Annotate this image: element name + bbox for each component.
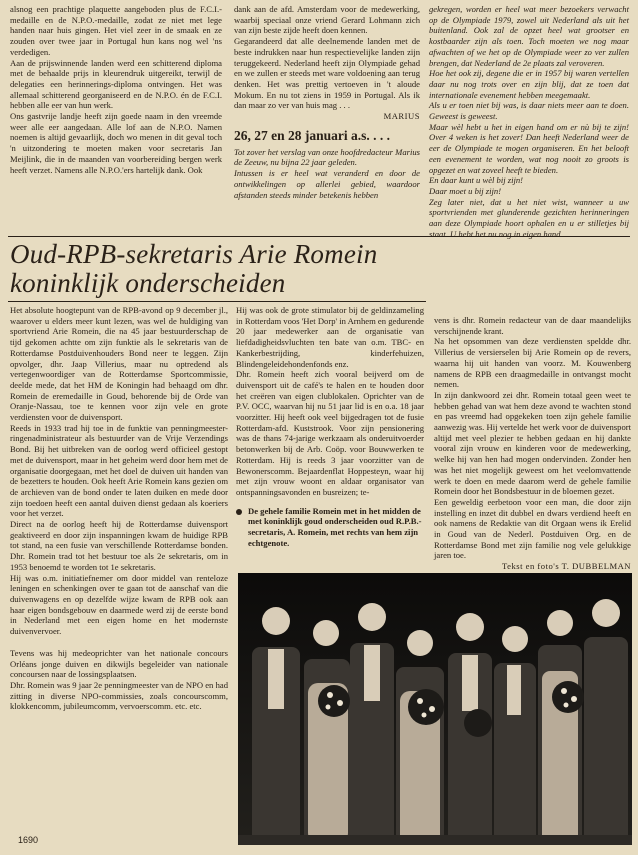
paragraph: Tevens was hij medeoprichter van het nationale concours Orléans jonge duiven en dikwijls begeleider van nationale concoursen naar de lossingsplaatsen. xyxy=(10,647,228,680)
italic-paragraph: Als u er toen niet bij was, is daar niets meer aan te doen. Geweest is geweest. xyxy=(429,100,629,122)
column-3-olympiade-outlook xyxy=(429,4,629,239)
section-divider-top xyxy=(8,236,630,237)
paragraph: Het absolute hoogtepunt van de RPB-avond op 9 december jl., waarover u elders meer kunt lezen, was wel de huldiging van sportvriend Arie Romein, die na 45 jaar bestuurderschap de tijd gekomen achtte om zijn funktie als le sekretaris van de Rotterdamse Postduivenhouders Bond neer te leggen. Zijn opvolger, dhr. Jaap Villerius, maar nu optredend als vertegenwoordiger van de Rotterdamse Sportcommissie, deelde mede, dat het HM de Koningin had behaagd om dhr. Romein de eremedaille in Goud, behorende bij de Orde van Oranje-Nassau, toe te kennen voor zijn vele en grote verdiensten voor de duivensport. xyxy=(10,305,228,423)
article-column-2 xyxy=(236,305,424,548)
paragraph: Reeds in 1933 trad hij toe in de funktie van penningmeester-ringenadministrateur als bestuurder van de Vrije Verzendings Bond. Bij het uitbreken van de oorlog werd officieel gestopt met de duivensport, maar in het geheim werd door hem met de organisatie doorgegaan, met het doel de duiven uit handen van de bezetters te houden. Ook heeft Arie Romein kans gezien om de archieven van de bond onder te laten duiken en mede door zijn toedoen heeft een aantal duiven dienst gedaan als koeriers voor het verzet. xyxy=(10,422,228,519)
paragraph: Direct na de oorlog heeft hij de Rotterdamse duivensport geaktiveerd en door zijn inspanningen kwam de huidige RPB tot stand, na een fusie van verschillende Rotterdamse bonden. Dhr. Romein trad tot het bestuur toe als 2e sekretaris, om in 1953 benoemd te worden tot 1e sekretaris. xyxy=(10,519,228,572)
article-headline: Oud-RPB-sekretaris Arie Romein koninklijk onderscheiden xyxy=(10,239,378,298)
italic-paragraph: Intussen is er heel wat veranderd en door de ontwikkelingen op allerlei gebied, waardoor afstanden steeds minder betekenis hebben xyxy=(234,168,420,200)
family-photo-illustration xyxy=(238,573,632,845)
paragraph: Na het opsommen van deze verdiensten speldde dhr. Villerius de versierselen bij Arie Romein op de revers, waarna hij uit handen van voorz. M. Kouwenberg namens de RPB een draagmedaille in ontvangst mocht nemen. xyxy=(434,336,631,390)
paragraph: alsnog een prachtige plaquette aangeboden plus de F.C.I.-medaille en de N.P.O.-medaille, zodat ze niet met lege handen naar huis gingen. Het viel zeer in de smaak en ze zouden over twee jaar in Portugal hun kans nog wel 'ns verdedigen. xyxy=(10,4,222,57)
paragraph: Aan de prijswinnende landen werd een schitterend diploma met de behaalde prijs in kleurendruk uitgereikt, terwijl de delegaties een herinnerings-diploma ontvingen. Het was allemaal schitterend georganiseerd en de N.P.O. én de F.C.I. hebben alle eer van hun werk. xyxy=(10,57,222,111)
paragraph: Ons gastvrije landje heeft zijn goede naam in den vreemde weer alle eer aangedaan. Alle lof aan de N.P.O. Namen noemen is altijd gevaarlijk, doch wo menen in dit geval toch 'n uitzondering te moeten maken voor secretaris Jan Meijlink, die in de maanden van voorbereiding bergen werk heeft verzet. Namens alle N.P.O.'ers hartelijk dank. Ook xyxy=(10,111,222,175)
author-signature: MARIUS xyxy=(383,111,420,122)
page-number: 1690 xyxy=(18,835,39,845)
bullet-icon xyxy=(236,509,242,515)
italic-paragraph: Zeg later niet, dat u het niet wist, wanneer u uw sportvrienden met glunderende gezichten herinneringen aan deze Olympiade hoort ophalen en u er stilletjes bij staat. U hebt het nu nog in eigen hand . . . xyxy=(429,196,629,239)
family-photo xyxy=(238,573,632,845)
italic-paragraph: gekregen, worden er heel wat meer bezoekers verwacht op de Olympiade 1979, zowel uit Nederland als uit het buitenland. Ook zal de opzet heel wat grootser en kostbaarder zijn als toen. Toch moeten we nog maar afwachten of we het op de Olympiade weer zo ver zullen brengen, dat Nederland de 2e plaats zal veroveren. xyxy=(429,4,629,68)
italic-paragraph: Daar moet u bij zijn! xyxy=(429,185,502,196)
paragraph: Dhr. Romein was 9 jaar 2e penningmeester van de NPO en had zitting in diverse NPO-commissies, zoals concourscomm, klokkencomm, jubileumcomm, vervoerscomm. etc. etc. xyxy=(10,679,228,712)
paragraph: Een geweldig eerbetoon voor een man, die door zijn instelling en inzet dit dubbel en dwars verdiend heeft en ook namens de Redaktie van dit Orgaan wens ik Erelid in Goud van de Nederl. Postduiven Org. en de Rotterdamse Bond met zijn familie nog vele gelukkige jaren toe. xyxy=(434,496,631,561)
paragraph: vens is dhr. Romein redacteur van de daar maandelijks verschijnende krant. xyxy=(434,315,631,336)
paragraph: Hij was ook de grote stimulator bij de geldinzameling in Rotterdam voos 'Het Dorp' in Arnhem en gedurende 20 jaar medewerker aan de organisatie van liefdadigheidsvluchten ten bate van o.m. TBC- en Kankerbestrijding, kinderfehuizen, Blindengeleidehondenfonds enz. xyxy=(236,305,424,369)
paragraph: Gegarandeerd dat alle deelnemende landen met de beste indrukken naar hun respectievelijke landen zijn teruggekeerd. Nederland heeft zijn Olympiade gehad en we zullen er steeds met ware voldoening aan terug denken. Het was prettig vertoeven in 't aloude Mokum. En nu tot ziens in 1959 in Portugal. Als ik dan maar zo ver van huis mag . . . xyxy=(234,36,420,111)
paragraph: Dhr. Romein heeft zich vooral beijverd om de duivensport uit de café's te halen en te houden door het creëren van eigen clublokalen. Oprichter van de P.V. OCC, waarvan hij nu 51 jaar lid is en o.a. 18 jaar voorzitter. Hij heeft ook veel bijgedragen tot de fusie Rotterdam-afd. Kuststrook. Voor zijn pensionering was de thans 74-jarige werkzaam als onderuitvoerder betonwerken bij de Arb. Coöp. voor Bouwwerken te Rotterdam. Hij is reeds 3 jaar voorzitter van de Bewonerscomm. Bejaardenflat Hoppesteyn, waar hij met zijn vrouw woont en aldaar organisator van ontspanningsavonden en busreizen; te- xyxy=(236,369,424,497)
column-2-olympiade-report xyxy=(234,4,420,200)
photo-caption-text: De gehele familie Romein met in het midden de met koninklijk goud onderscheiden oud R.P.B.-secretaris, A. Romein, met rechts van hem zijn echtgenote. xyxy=(248,505,422,548)
paragraph: In zijn dankwoord zei dhr. Romein totaal geen weet te hebben gehad van wat hem deze avond te wachten stond en pas vreemd had opgekeken toen zijn gehele familie aanwezig was. Hij vertelde het werk voor de duivensport altijd met veel plezier te hebben gedaan en hij dankte vooral zijn vrouw en kinderen voor de medewerking, welke hij van hen had mogen ondervinden. Zonder hen was het niet mogelijk geweest om het veelomvattende werk te doen en mede daarom werd de gehele familie Romein door het Bondsbestuur in de bloemen gezet. xyxy=(434,389,631,497)
article-column-3 xyxy=(434,315,631,572)
paragraph: dank aan de afd. Amsterdam voor de medewerking, waarbij speciaal onze vriend Gerard Lohmann zich van zijn beste zijde heeft doen kennen. xyxy=(234,4,420,36)
italic-paragraph: Tot zover het verslag van onze hoofdredacteur Marius de Zeeuw, nu bijna 22 jaar geleden. xyxy=(234,146,420,168)
italic-paragraph: Maar wèl hebt u het in eigen hand om er nù bij te zijn! Over 4 weken is het zover! Dan heeft Nederland weer de eer de Olympiade te mogen organiseren. En het belooft een evenement te worden, wat nog nooit zo groots is opgezet en wat zoveel heeft te bieden. xyxy=(429,121,629,175)
italic-paragraph: En daar kunt u wèl bij zijn! xyxy=(429,175,524,186)
photo-credit: Tekst en foto's T. DUBBELMAN xyxy=(502,561,631,572)
italic-paragraph: Hoe het ook zij, degene die er in 1957 bij waren vertellen daar nu nog trots over en zijn blij, dat ze toen dat internationale evenement hebben meegemaakt. xyxy=(429,68,629,100)
article-column-1 xyxy=(10,305,228,712)
section-divider-bottom xyxy=(8,301,426,302)
paragraph: Hij was o.m. initiatiefnemer om door middel van renteloze leningen en schenkingen over te gaan tot de aanschaf van die duivenwagens en op dezelfde wijze kwam de RPB ook aan haar eigen bondsgebouw en daarmede werd zij de eerste bond in Nederland met een eigen home en het modernste duivenvervoer. xyxy=(10,572,228,637)
photo-caption xyxy=(236,506,424,549)
column-1-olympiade-report xyxy=(10,4,222,175)
section-subheading: 26, 27 en 28 januari a.s. . . . xyxy=(234,127,391,143)
